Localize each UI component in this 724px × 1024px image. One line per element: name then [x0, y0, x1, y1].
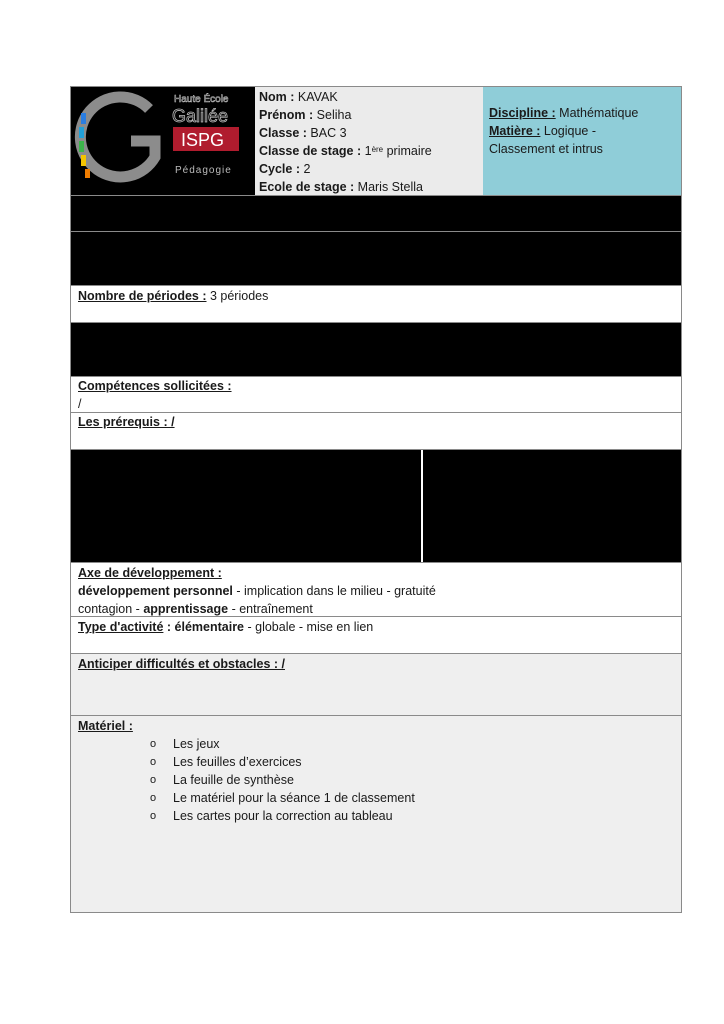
discipline-box — [483, 87, 681, 195]
redacted-row-2 — [71, 232, 681, 286]
materiel-item-text: La feuille de synthèse — [173, 773, 294, 787]
matiere-value: Logique - — [540, 124, 597, 138]
logo-line1: Haute École — [174, 94, 229, 105]
header-row — [71, 87, 681, 196]
bullet-icon: o — [150, 774, 157, 786]
axe-row — [71, 563, 681, 617]
redacted-row-3 — [71, 323, 681, 377]
activite-bold: élémentaire — [174, 620, 245, 634]
periodes-row — [71, 286, 681, 323]
discipline-value: Mathématique — [555, 106, 639, 120]
prerequis-row — [71, 413, 681, 450]
classe-stage-label: Classe de stage : — [259, 144, 365, 158]
competences-value: / — [78, 397, 82, 411]
list-item — [150, 771, 674, 789]
activite-colon: : — [163, 620, 175, 634]
materiel-list — [78, 735, 674, 825]
redacted-cell-right — [423, 450, 681, 562]
nom-label: Nom : — [259, 90, 298, 104]
activite-rest: - globale - mise en lien — [244, 620, 374, 634]
list-item — [150, 753, 674, 771]
cycle-value: 2 — [303, 162, 311, 176]
axe-l2-a: contagion - — [78, 602, 144, 616]
matiere-label: Matière : — [489, 124, 541, 138]
materiel-row — [71, 716, 681, 912]
list-item — [150, 789, 674, 807]
ecole-label: Ecole de stage : — [259, 180, 358, 194]
periodes-label: Nombre de périodes : — [78, 289, 207, 303]
materiel-item-text: Les jeux — [173, 737, 220, 751]
redacted-row-1 — [71, 196, 681, 232]
competences-label: Compétences sollicitées : — [78, 379, 232, 393]
bullet-icon: o — [150, 810, 157, 822]
axe-l2-bold: apprentissage — [143, 602, 229, 616]
axe-l1-bold: développement personnel — [78, 584, 233, 598]
prenom-label: Prénom : — [259, 108, 317, 122]
anticiper-label: Anticiper difficultés et obstacles : / — [78, 657, 285, 671]
redacted-cell-left — [71, 450, 421, 562]
bullet-icon: o — [150, 756, 157, 768]
axe-l2-rest: - entraînement — [228, 602, 313, 616]
list-item — [150, 735, 674, 753]
materiel-item-text: Les cartes pour la correction au tableau — [173, 809, 393, 823]
axe-l1-rest: - implication dans le milieu - gratuité — [232, 584, 436, 598]
bullet-icon: o — [150, 738, 157, 750]
list-item — [150, 807, 674, 825]
matiere-continuation: Classement et intrus — [489, 142, 603, 156]
materiel-label: Matériel : — [78, 719, 133, 733]
student-info — [255, 87, 483, 195]
prerequis-label: Les prérequis : / — [78, 415, 175, 429]
lesson-plan-sheet — [70, 86, 682, 913]
materiel-item-text: Le matériel pour la séance 1 de classement — [173, 791, 415, 805]
anticiper-row — [71, 654, 681, 716]
classe-stage-rest: primaire — [383, 144, 432, 158]
redacted-split-row — [71, 450, 681, 563]
ecole-value: Maris Stella — [357, 180, 423, 194]
logo-line3: Pédagogie — [175, 165, 232, 176]
school-logo — [71, 87, 255, 195]
nom-value: KAVAK — [297, 90, 338, 104]
discipline-label: Discipline : — [489, 106, 556, 120]
prenom-value: Seliha — [316, 108, 352, 122]
classe-stage-num: 1 — [364, 144, 372, 158]
activite-row — [71, 617, 681, 654]
competences-row — [71, 377, 681, 413]
logo-line2: Galilée — [172, 106, 229, 126]
bullet-icon: o — [150, 792, 157, 804]
classe-label: Classe : — [259, 126, 311, 140]
cycle-label: Cycle : — [259, 162, 304, 176]
activite-label: Type d'activité — [78, 620, 164, 634]
periodes-value: 3 périodes — [206, 289, 269, 303]
materiel-item-text: Les feuilles d’exercices — [173, 755, 302, 769]
axe-label: Axe de développement : — [78, 566, 222, 580]
classe-stage-sup: ère — [371, 145, 384, 154]
classe-value: BAC 3 — [310, 126, 347, 140]
galilee-logo-icon — [71, 87, 255, 195]
logo-badge: ISPG — [181, 130, 225, 150]
